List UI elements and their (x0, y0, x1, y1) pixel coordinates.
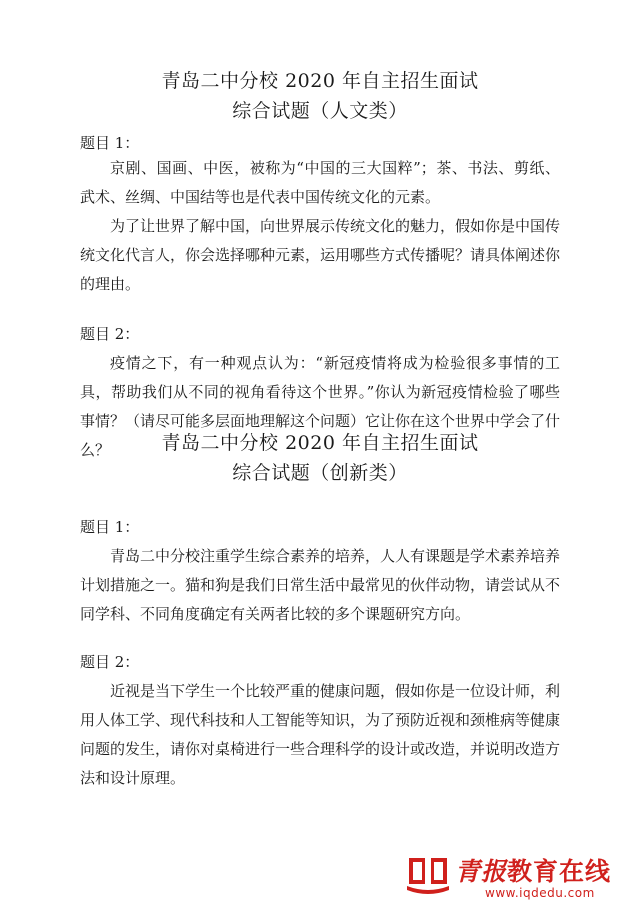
question-text: 近视是当下学生一个比较严重的健康问题，假如你是一位设计师，利用人体工学、现代科技和人工智能等知识，为了预防近视和颈椎病等健康问题的发生，请你对桌椅进行一些合理科学的设计或改造，并说明改造方法和设计原理。 (80, 682, 561, 787)
page-subtitle: 综合试题（创新类） (232, 462, 408, 484)
question-label: 题目 1： (80, 134, 140, 152)
page-title: 青岛二中分校 2020 年自主招生面试 (161, 70, 479, 92)
question-text: 为了让世界了解中国，向世界展示传统文化的魅力，假如你是中国传统文化代言人，你会选择哪种元素，运用哪些方式传播呢？请具体阐述你的理由。 (80, 217, 561, 293)
page-subtitle: 综合试题（人文类） (232, 100, 408, 122)
brand-calligraphy: 青报 (455, 857, 508, 886)
question-text: 京剧、国画、中医，被称为“中国的三大国粹”；茶、书法、剪纸、武术、丝绸、中国结等也是代表中国传统文化的元素。 (80, 159, 560, 206)
question-label: 题目 1： (80, 518, 140, 536)
brand-url: www.iqdedu.com (485, 886, 595, 900)
question-label: 题目 2： (80, 325, 140, 343)
brand-name (455, 852, 611, 888)
question-text: 青岛二中分校注重学生综合素养的培养，人人有课题是学术素养培养计划措施之一。猫和狗是我们日常生活中最常见的伙伴动物，请尝试从不同学科、不同角度确定有关两者比较的多个课题研究方向。 (80, 547, 561, 623)
question-text: 疫情之下，有一种观点认为：“新冠疫情将成为检验很多事情的工具，帮助我们从不同的视角看待这个世界。”你认为新冠疫情检验了哪些事情？（请尽可能多层面地理解这个问题）它让你在这个世界中学会了什么？ (80, 354, 561, 459)
open-book-icon (405, 852, 451, 898)
watermark-logo (405, 852, 635, 902)
section-innovation (0, 428, 640, 793)
brand-text: 教育在线 (507, 857, 612, 886)
question-label: 题目 2： (80, 653, 140, 671)
section-humanities (0, 66, 640, 465)
page-title: 青岛二中分校 2020 年自主招生面试 (161, 432, 479, 454)
